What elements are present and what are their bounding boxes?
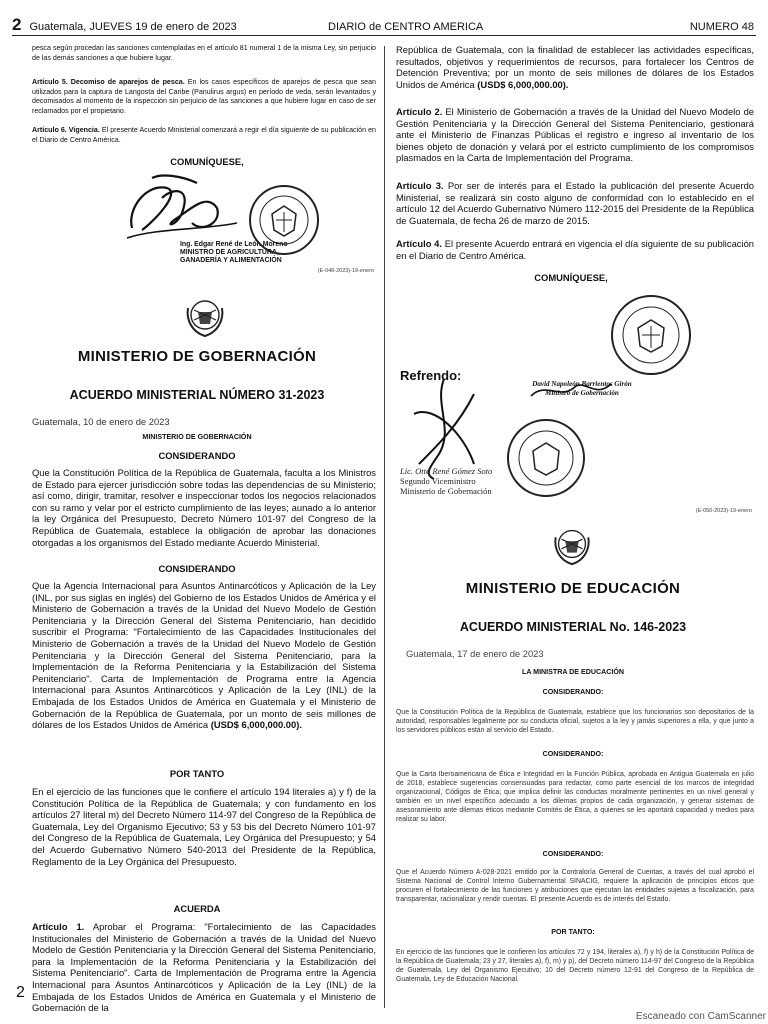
- considerando-1-text: Que la Constitución Política de la República de Guatemala, faculta a los Ministros de Estado para ejercer jurisdicción sobre todas las dependencias de su Ministerio; así como, dirigir, tramitar, resolver e inspeccionar todos los negocios relacionados con su ramo y velar por el estricto cumplimiento de las leyes; aunado a lo anterior la ley Orgánica del Presupuesto, Decreto Número 101-97 del Congreso de la República de Guatemala, establece la obligación de aprobar las donaciones otorgadas a los organismos del Estado mediante Acuerdo Ministerial.: [32, 467, 376, 548]
- ministry-title-educacion: MINISTERIO DE EDUCACIÓN: [465, 580, 681, 597]
- signer-name: Ing. Edgar René de León Moreno: [180, 241, 288, 248]
- considerando-2-heading: CONSIDERANDO: [158, 563, 236, 574]
- publication-reference-2: (E-050-2023)-19-enero: [695, 508, 752, 514]
- considerando-2-amount: (USD$ 6,000,000.00).: [210, 719, 302, 731]
- por-tanto-edu-heading: POR TANTO:: [551, 928, 595, 936]
- vice-minister-signer: [400, 466, 520, 496]
- article-3-text: Por ser de interés para el Estado la publicación del presente Acuerdo Ministerial, se realizará sin costo alguno de conformidad con lo establecido en el artículo 12 del Acuerdo Gubernativo Número 112-2015 del Presidente de la República de Guatemala, de fecha 26 de marzo de 2015.: [396, 180, 755, 226]
- guatemala-coat-of-arms-icon-2: [548, 520, 596, 568]
- article-3: [396, 180, 754, 226]
- considerando-2: [32, 580, 376, 731]
- article-2: [396, 106, 754, 164]
- intro-paragraph: pesca según procedan las sanciones contempladas en el artículo 81 numeral 1 de la misma Ley, sin perjuicio de las demás sanciones a que hubiere lugar.: [32, 44, 376, 62]
- considerando-1-heading: CONSIDERANDO: [158, 450, 236, 461]
- acuerda-heading: ACUERDA: [173, 903, 221, 914]
- article-4: [396, 238, 754, 261]
- issue-number: NUMERO 48: [689, 21, 754, 33]
- continuation-text: República de Guatemala, con la finalidad de establecer las actividades específicas, resultados, objetivos y requerimientos de recursos, para fortalecer los Centros de Detención Preventiva; por un monto de seis millones de dólares de los Estados Unidos de América: [396, 44, 754, 90]
- considerando-2-text: Que la Agencia Internacional para Asuntos Antinarcóticos y Aplicación de la Ley (INL, por sus siglas en inglés) del Gobierno de los Estados Unidos de América y el Ministerio de Gobernación a través de la Unidad del Nuevo Modelo de Gestión Penitenciaria y la Dirección General del Sistema Penitenciario, han decidido suscribir el Programa: "Fortalecimiento de las Capacidades Institucionales del Ministerio de Gobernación a través de la Unidad del Nuevo Modelo de Gestión Penitenciaria y la Dirección General del Sistema Penitenciario, para la Implementación de la Reforma Penitenciaria y la Estabilización del Sistema Penitenciario". Carta de Implementación de Programa entre la Agencia Internacional para Asuntos Antinarcóticos y Aplicación de la Ley (INL) de la Embajada de los Estados Unidos de América en Guatemala y el Ministerio de Gobernación de la República de Guatemala, por un monto de seis millones de dólares de los Estados Unidos de América: [32, 580, 376, 731]
- guatemala-coat-of-arms-icon: [180, 290, 230, 340]
- vice-minister-title-1: Segundo Viceministro: [400, 476, 476, 486]
- newspaper-name: DIARIO de CENTRO AMERICA: [328, 21, 484, 33]
- vice-minister-title-2: Ministerio de Gobernación: [400, 486, 492, 496]
- minister-title: Ministro de Gobernación: [545, 389, 619, 397]
- article-2-heading: Artículo 2.: [396, 106, 443, 117]
- article-1-heading: Artículo 1.: [32, 921, 85, 932]
- signature-agriculture-minister: [122, 168, 242, 248]
- gobernacion-seal-icon: [610, 294, 692, 376]
- sub-ministry-heading: MINISTERIO DE GOBERNACIÓN: [142, 433, 252, 441]
- considerando-edu-2-text: Que la Carta Iberoamericana de Ética e Integridad en la Función Pública, aprobada en Antigua Guatemala en julio de 2018, establece sugerencias consensuadas para redactar, como parte esencial de los marcos de integridad organizacional, Códigos de Ética; que implica definir las conductas moralmente pertinentes en un nivel general y también en un nivel específico adecuado a los dilemas propios de cada organización, y generar sistemas de asesoramiento ante dilemas éticos mediante Comités de Ética, a quienes se les aportará capacidad y medios para realizar su labor.: [396, 771, 754, 823]
- por-tanto-heading: POR TANTO: [169, 768, 225, 779]
- article-1-text: Aprobar el Programa: "Fortalecimiento de las Capacidades Institucionales del Ministerio de Gobernación a través de la Unidad del Nuevo Modelo de Gestión Penitenciaria y la Dirección General del Sistema Penitenciario, para la Implementación de la Reforma Penitenciaria y la Estabilización del Sistema Penitenciario". Carta de Implementación de Programa entre la Agencia Internacional para Asuntos Antinarcóticos y Aplicación de la Ley (INL) de la Embajada de los Estados Unidos de América en Guatemala y el Ministerio de Gobernación de la: [32, 921, 376, 1014]
- article-6-text: El presente Acuerdo Ministerial comenzará a regir el día siguiente de su publicación en el Diario de Centro América.: [32, 126, 376, 144]
- continuation-amount: (USD$ 6,000,000.00).: [477, 78, 569, 90]
- article-1: [32, 921, 376, 1014]
- signer-title-2: GANADERÍA Y ALIMENTACIÓN: [180, 257, 282, 264]
- vice-minister-name: Lic. Otto René Gómez Soto: [400, 466, 493, 476]
- article-6: [32, 126, 376, 145]
- por-tanto-edu-text: En ejercicio de las funciones que le confieren los artículos 72 y 194, literales a), f) y h) de la Constitución Política de la República de Guatemala; 23 y 27, literales a), f), m) y p), del Decreto número 114-97 del Congreso de la República de Guatemala, Ley del Organismo Ejecutivo; 10 del Decreto número 12-91 del Congreso de la República de Guatemala, Ley de Educación Nacional.: [396, 949, 754, 983]
- la-ministra-heading: LA MINISTRA DE EDUCACIÓN: [522, 668, 624, 676]
- considerando-edu-3-heading: CONSIDERANDO:: [542, 850, 604, 858]
- scanner-watermark: Escaneado con CamScanner: [635, 1011, 766, 1022]
- comuniquese-heading-right: COMUNÍQUESE,: [534, 272, 608, 283]
- minister-name: David Napoleón Barrientos Girón: [532, 380, 632, 388]
- signer-title-1: MINISTRO DE AGRICULTURA,: [180, 249, 279, 256]
- considerando-edu-1-text: Que la Constitución Política de la República de Guatemala, establece que los funcionarios son depositarios de la autoridad, responsables legalmente por su conducta oficial, sujetos a la ley y jamás superiores a ella, y que junto a los servidores públicos están al servicio del Estado.: [396, 709, 754, 734]
- page-header: [12, 16, 756, 36]
- article-3-heading: Artículo 3.: [396, 180, 444, 191]
- article-4-heading: Artículo 4.: [396, 238, 442, 249]
- considerando-edu-2-heading: CONSIDERANDO:: [542, 750, 604, 758]
- column-divider: [384, 46, 385, 1008]
- publication-reference-1: (E-048-2023)-19-enero: [317, 268, 374, 274]
- acuerdo-title-31-2023: ACUERDO MINISTERIAL NÚMERO 31-2023: [69, 388, 325, 402]
- article-2-text: El Ministerio de Gobernación a través de la Unidad del Nuevo Modelo de Gestión Penitenciaria y la Dirección General del Sistema Penitenciario, gestionará ante el Ministerio de Finanzas Públicas el registro e ingreso al inventario de los bienes objeto de donación y velará por el estricto cumplimiento de los compromisos plasmados en la Carta de Implementación del Programa.: [396, 106, 754, 164]
- article-5-text: En los casos específicos de aparejos de pesca que sean utilizados para la captura de Langosta del Caribe (Panulirus argus) en período de veda, serán levantados y decomisados al momento de la inspección sin perjuicio de las sanciones a que hubiere lugar en caso de ser reclamados por el propietario.: [32, 78, 376, 115]
- agriculture-seal-icon: [248, 184, 320, 256]
- considerando-edu-1-heading: CONSIDERANDO:: [542, 688, 604, 696]
- article-5: [32, 78, 376, 116]
- article-6-heading: Artículo 6. Vigencia.: [32, 126, 100, 134]
- article-4-text: El presente Acuerdo entrará en vigencia el día siguiente de su publicación en el Diario de Centro América.: [396, 238, 754, 261]
- refrendo-label: Refrendo:: [400, 368, 462, 383]
- acuerdo-place-date: Guatemala, 10 de enero de 2023: [32, 416, 170, 427]
- article-5-heading: Artículo 5. Decomiso de aparejos de pesca.: [32, 78, 185, 86]
- acuerdo-place-date-right: Guatemala, 17 de enero de 2023: [406, 648, 544, 659]
- acuerdo-title-146-2023: ACUERDO MINISTERIAL No. 146-2023: [459, 620, 687, 634]
- gobernacion-minister-signer: [522, 380, 642, 398]
- comuniquese-heading: COMUNÍQUESE,: [170, 156, 244, 167]
- footer-page-mark: 2: [16, 984, 25, 1001]
- header-date: Guatemala, JUEVES 19 de enero de 2023: [29, 21, 237, 33]
- por-tanto-text: En el ejercicio de las funciones que le confiere el artículo 194 literales a) y f) de la Constitución Política de la República de Guatemala; y con fundamento en los artículos 27 literal m) del Decreto Número 114-97 del Congreso de la República de Guatemala, Ley del Organismo Ejecutivo; 53 y 53 bis del Decreto Número 101-97 del Congreso de la República de Guatemala, Ley Orgánica del Presupuesto; y 54 del Acuerdo Gubernativo Número 540-2013 del Presidente de la República, Reglamento de la Ley Orgánica del Presupuesto.: [32, 786, 376, 867]
- continuation-paragraph: [396, 44, 754, 90]
- page-number: 2: [12, 15, 22, 34]
- considerando-edu-3-text: Que el Acuerdo Número A-028-2021 emitido por la Contraloría General de Cuentas, a través del cual aprobó el Sistema Nacional de Control Interno Gubernamental SINACIG, requiere la aplicación de principios éticos que procuren el fortalecimiento de las funciones y atribuciones que ejecutan las entidades sujetas a fiscalización, para transparentar, racionalizar y rendir cuentas. El presente Acuerdo es de interés del Estado.: [396, 869, 754, 903]
- ministry-title-gobernacion: MINISTERIO DE GOBERNACIÓN: [77, 348, 317, 365]
